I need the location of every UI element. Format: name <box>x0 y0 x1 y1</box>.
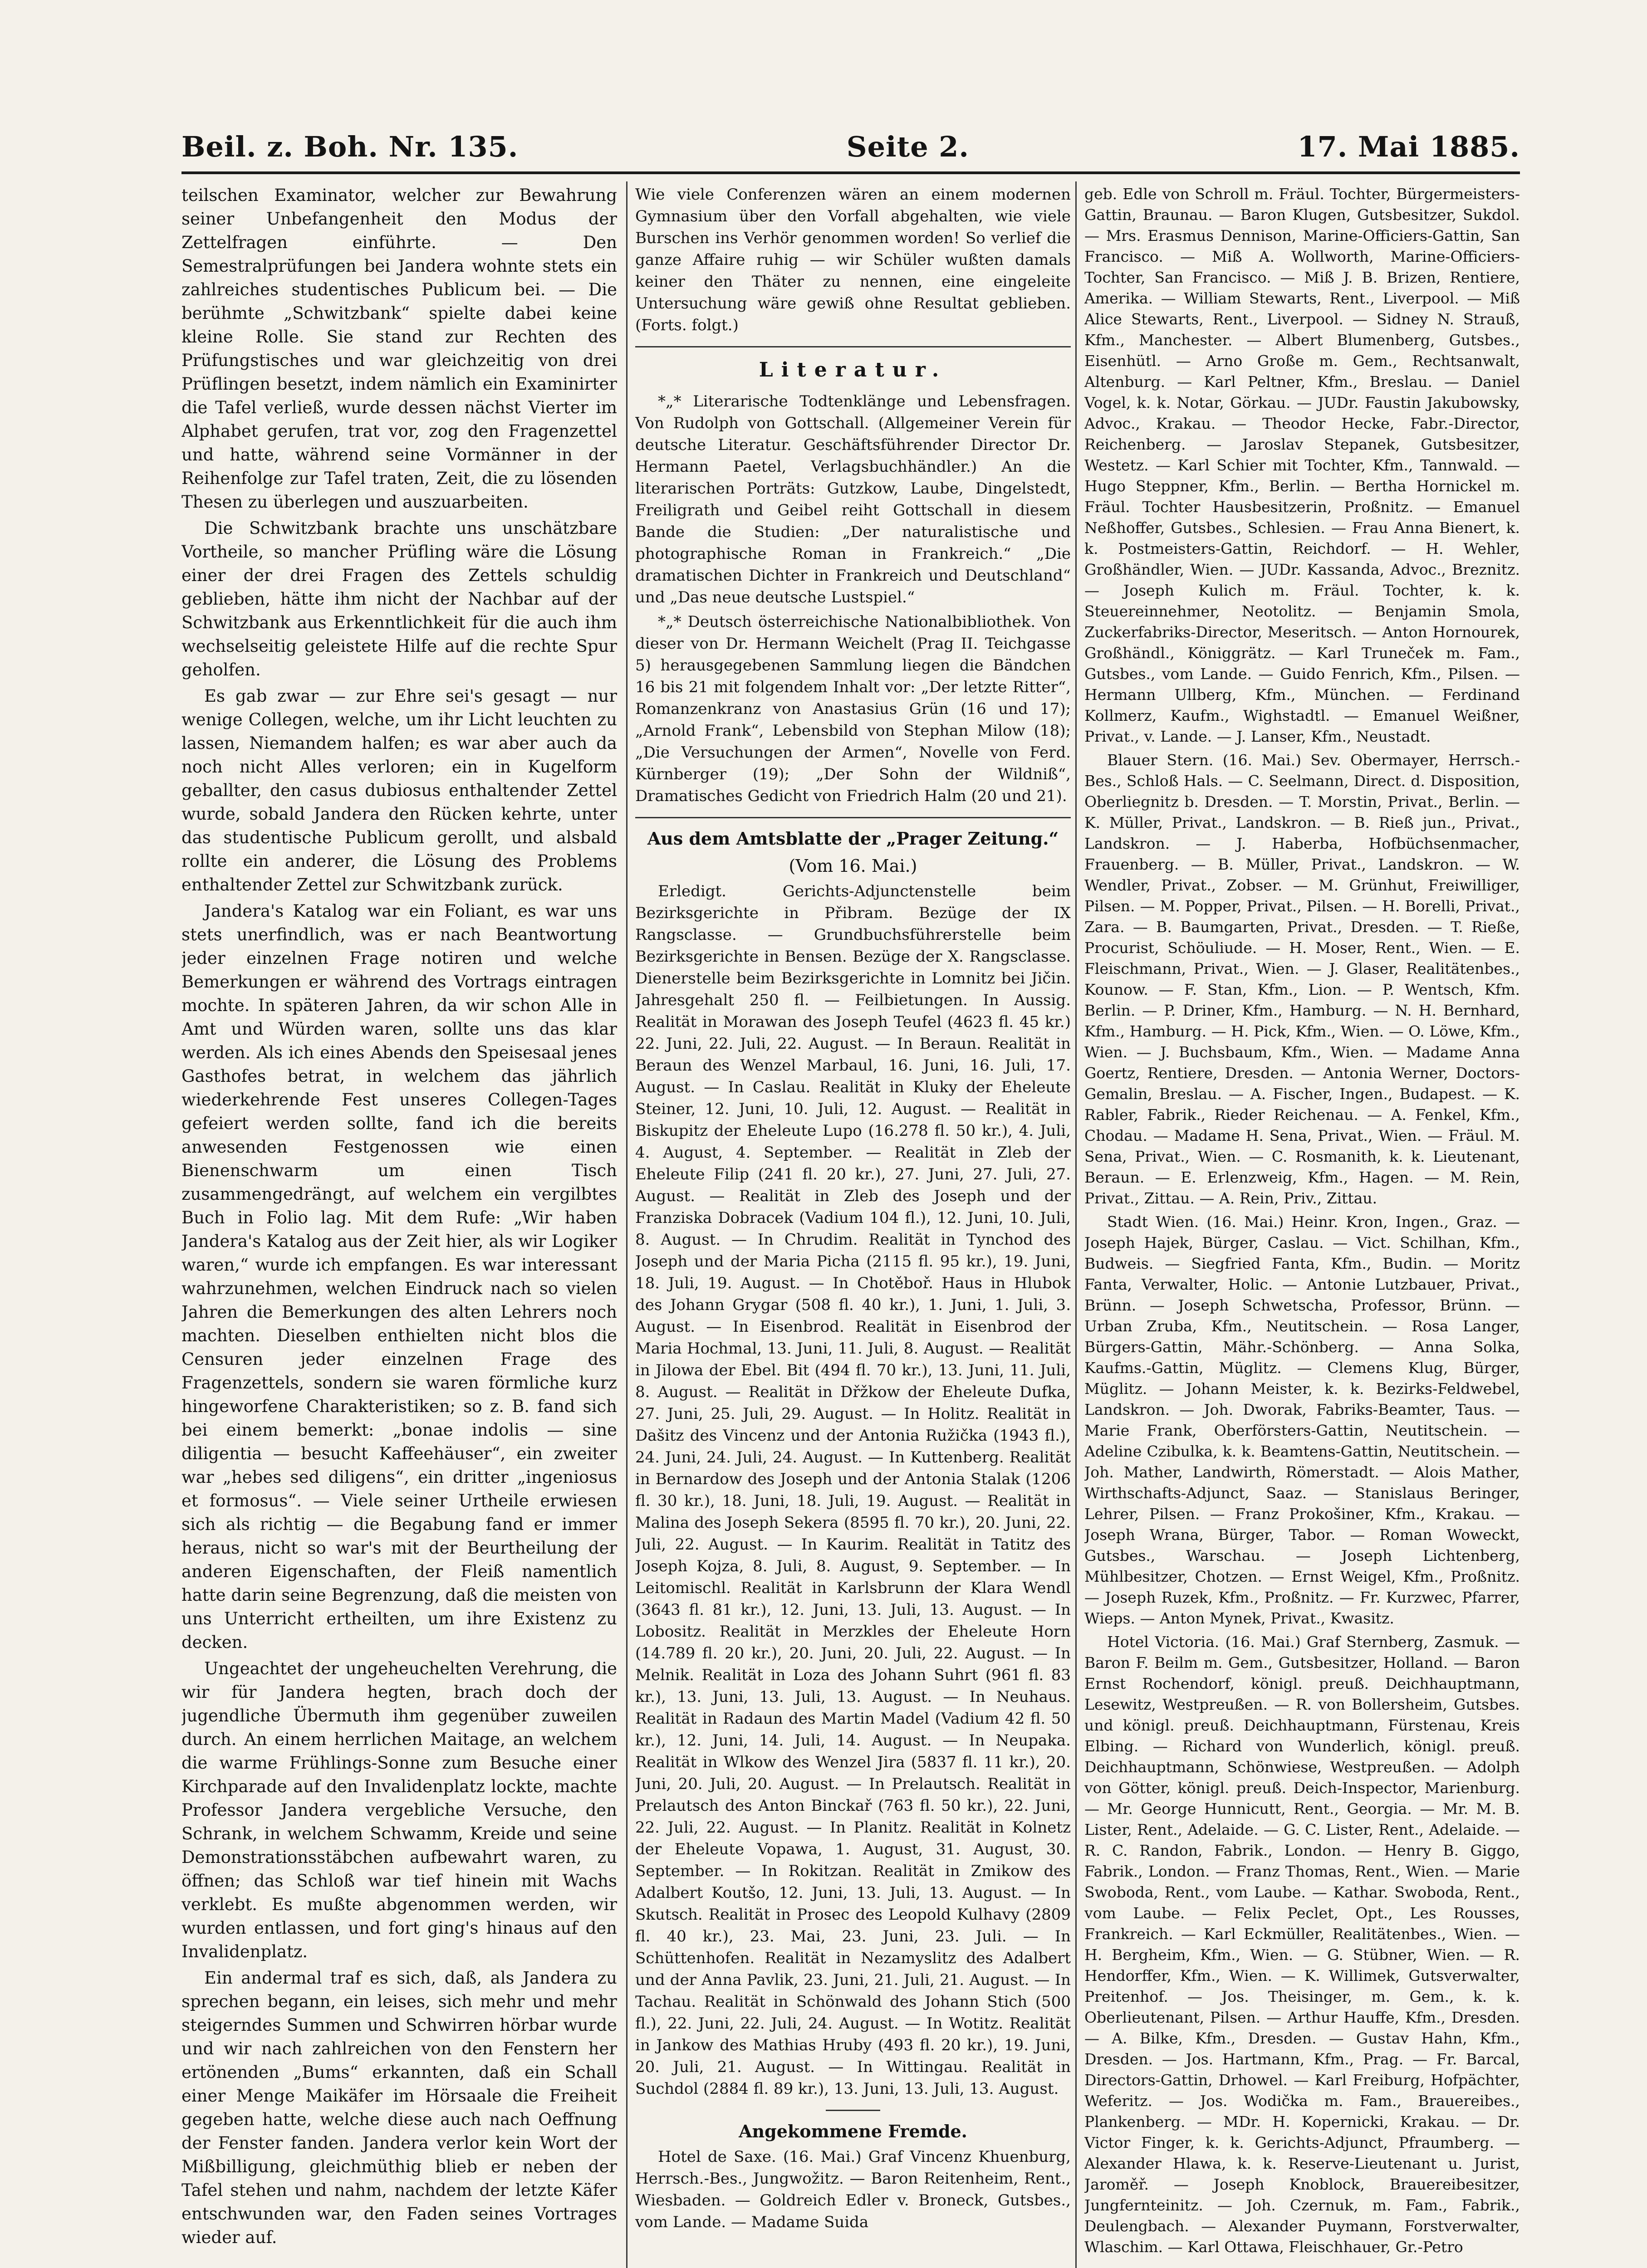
page-number: Seite 2. <box>846 130 969 163</box>
literature-item: *„* Deutsch österreichische Nationalbibliothek. Von dieser von Dr. Hermann Weichelt (Prag II. Teichgasse 5) herausgegebenen Sammlung liegen die Bändchen 16 bis 21 mit folgendem Inhalt vor: „Der letzte Ritter“, Romanzenkranz von Anastasius Grün (16 und 17); „Arnold Frank“, Lebensbild von Stephan Milow (18); „Die Versuchungen der Armen“, Novelle von Ferd. Kürnberger (19); „Der Sohn der Wildniß“, Dramatisches Gedicht von Friedrich Halm (20 und 21). <box>635 613 1071 805</box>
column-feuilleton <box>181 184 617 2268</box>
column-literature <box>635 184 1071 2268</box>
paragraph: Ungeachtet der ungeheuchelten Verehrung, die wir für Jandera hegten, brach doch der jugendliche Übermuth ihm gegenüber zuweilen durch. An einem herrlichen Maitage, an welchem die warme Frühlings-Sonne zum Besuche einer Kirchparade auf den Invalidenplatz lockte, machte Professor Jandera vergebliche Versuche, den Schrank, in welchem Schwamm, Kreide und seine Demonstrationsstäbchen aufbewahrt waren, zu öffnen; das Schloß war tief hinein mit Wachs verklebt. Es mußte abgenommen werden, wir wurden entlassen, und fort ging's hinaus auf den Invalidenplatz. <box>181 1659 617 1961</box>
guest-list: Stadt Wien. (16. Mai.) Heinr. Kron, Ingen., Graz. — Joseph Hajek, Bürger, Caslau. — Vict. Schilhan, Kfm., Budweis. — Siegfried Fanta, Kfm., Budin. — Moritz Fanta, Verwalter, Holic. — Antonie Lutzbauer, Privat., Brünn. — Joseph Schwetscha, Professor, Brünn. — Urban Zruba, Kfm., Neutitschein. — Rosa Langer, Bürgers-Gattin, Mähr.-Schönberg. — Anna Solka, Kaufms.-Gattin, Müglitz. — Clemens Klug, Bürger, Müglitz. — Johann Meister, k. k. Bezirks-Feldwebel, Landskron. — Joh. Dworak, Fabriks-Beamter, Taus. — Marie Frank, Oberförsters-Gattin, Neutitschein. — Adeline Czibulka, k. k. Beamtens-Gattin, Neutitschein. — Joh. Mather, Landwirth, Römerstadt. — Alois Mather, Wirthschafts-Adjunct, Saaz. — Stanislaus Beringer, Lehrer, Pilsen. — Franz Prokošiner, Kfm., Krakau. — Joseph Wrana, Bürger, Tabor. — Roman Woweckt, Gutsbes., Warschau. — Joseph Lichtenberg, Mühlbesitzer, Chotzen. — Ernst Weigel, Kfm., Proßnitz. — Joseph Ruzek, Kfm., Proßnitz. — Fr. Kurzwec, Pfarrer, Wieps. — Anton Mynek, Privat., Kwasitz. <box>1084 1213 1520 1627</box>
column-guests <box>1084 184 1520 2268</box>
header-rule <box>181 171 1520 174</box>
guest-list: Hotel Victoria. (16. Mai.) Graf Sternberg, Zasmuk. — Baron F. Beilm m. Gem., Gutsbesitzer, Holland. — Baron Ernst Rochendorf, königl. preuß. Deichhauptmann, Lesewitz, Westpreußen. — R. von Bollersheim, Gutsbes. und königl. preuß. Deichhauptmann, Fürstenau, Kreis Elbing. — Richard von Wunderlich, königl. preuß. Deichhauptmann, Schönwiese, Westpreußen. — Adolph von Götter, königl. preuß. Deich-Inspector, Marienburg. — Mr. George Hunnicutt, Rent., Georgia. — Mr. M. B. Lister, Rent., Adelaide. — G. C. Lister, Rent., Adelaide. — R. C. Randon, Fabrik., London. — Henry B. Giggo, Fabrik., London. — Franz Thomas, Rent., Wien. — Marie Swoboda, Rent., vom Laube. — Kathar. Swoboda, Rent., vom Laube. — Felix Peclet, Opt., Les Rousses, Frankreich. — Karl Eckmüller, Realitätenbes., Wien. — H. Bergheim, Kfm., Wien. — G. Stübner, Wien. — R. Hendorffer, Kfm., Wien. — K. Willimek, Gutsverwalter, Preitenhof. — Jos. Theisinger, m. Gem., k. k. Oberlieutenant, Pilsen. — Arthur Hauffe, Kfm., Dresden. — A. Bilke, Kfm., Dresden. — Gustav Hahn, Kfm., Dresden. — Jos. Hartmann, Kfm., Prag. — Fr. Barcal, Directors-Gattin, Drhowel. — Karl Freiburg, Hofpächter, Weferitz. — Jos. Wodička m. Fam., Brauereibes., Plankenberg. — MDr. H. Kopernicki, Krakau. — Dr. Victor Finger, k. k. Gerichts-Adjunct, Pfraumberg. — Alexander Hlawa, k. k. Reserve-Lieutenant u. Jurist, Jaroměř. — Joseph Knoblock, Brauereibesitzer, Jungfernteinitz. — Joh. Czernuk, m. Fam., Fabrik., Deulengbach. — Alexander Puymann, Forstverwalter, Wlaschim. — Karl Ottawa, Fleischhauer, Gr.-Petro <box>1084 1633 1520 2256</box>
paragraph: Die Schwitzbank brachte uns unschätzbare Vortheile, so mancher Prüfling wäre die Lösung einer der drei Fragen des Zettels schuldig geblieben, hätte ihm nicht der Nachbar auf der Schwitzbank aus Erkenntlichkeit für die auch ihm wechselseitig geleistete Hilfe auf die rechte Spur geholfen. <box>181 518 617 679</box>
amtsblatt-text: Erledigt. Gerichts-Adjunctenstelle beim Bezirksgerichte in Přibram. Bezüge der IX Rangsclasse. — Grundbuchsführerstelle beim Bezirksgerichte in Bensen. Bezüge der X. Rangsclasse. Dienerstelle beim Bezirksgerichte in Lomnitz bei Jičin. Jahresgehalt 250 fl. — Feilbietungen. In Aussig. Realität in Morawan des Joseph Teufel (4623 fl. 45 kr.) 22. Juni, 22. Juli, 22. August. — In Beraun. Realität in Beraun des Wenzel Marbaul, 16. Juni, 16. Juli, 17. August. — In Caslau. Realität in Kluky der Eheleute Steiner, 12. Juni, 10. Juli, 12. August. — Realität in Biskupitz der Eheleute Lupo (16.278 fl. 50 kr.), 4. Juli, 4. August, 4. September. — Realität in Zleb der Eheleute Filip (241 fl. 20 kr.), 27. Juni, 27. Juli, 27. August. — Realität in Zleb des Joseph und der Franziska Dobracek (Vadium 104 fl.), 12. Juni, 10. Juli, 8. August. — In Chrudim. Realität in Tynchod des Joseph und der Maria Picha (2115 fl. 95 kr.), 19. Juni, 18. Juli, 19. August. — In Chotěboř. Haus in Hlubok des Johann Grygar (508 fl. 40 kr.), 1. Juni, 1. Juli, 3. August. — In Eisenbrod. Realität in Eisenbrod der Maria Hochmal, 13. Juni, 11. Juli, 8. August. — Realität in Jilowa der Ebel. Bit (494 fl. 70 kr.), 13. Juni, 11. Juli, 8. August. — Realität in Dřžkow der Eheleute Dufka, 27. Juni, 25. Juli, 29. August. — In Holitz. Realität in Dašitz des Vincenz und der Antonia Ružička (1943 fl.), 24. Juni, 24. Juli, 24. August. — In Kuttenberg. Realität in Bernardow des Joseph und der Antonia Stalak (1206 fl. 30 kr.), 18. Juni, 18. Juli, 19. August. — Realität in Malina des Joseph Sekera (8595 fl. 70 kr.), 20. Juni, 22. Juli, 22. August. — In Kaurim. Realität in Tatitz des Joseph Kojza, 8. Juli, 8. August, 9. September. — In Leitomischl. Realität in Karlsbrunn der Klara Wendl (3643 fl. 81 kr.), 12. Juni, 13. Juli, 13. August. — In Lobositz. Realität in Merzkles der Eheleute Horn (14.789 fl. 20 kr.), 20. Juni, 20. Juli, 22. August. — In Melnik. Realität in Loza des Johann Suhrt (961 fl. 83 kr.), 13. Juni, 13. Juli, 13. August. — In Neuhaus. Realität in Radaun des Martin Madel (Vadium 42 fl. 50 kr.), 12. Juni, 14. Juli, 14. August. — In Neupaka. Realität in Wlkow des Wenzel Jira (5837 fl. 11 kr.), 20. Juni, 20. Juli, 20. August. — In Prelautsch. Realität in Prelautsch des Anton Binckař (763 fl. 50 kr.), 22. Juni, 22. Juli, 22. August. — In Planitz. Realität in Kolnetz der Eheleute Vopawa, 1. August, 31. August, 30. September. — In Rokitzan. Realität in Zmikow des Adalbert Koutšo, 12. Juni, 13. Juli, 13. August. — In Skutsch. Realität in Prosec des Leopold Kulhavy (2809 fl. 40 kr.), 23. Mai, 23. Juni, 23. Juli. — In Schüttenhofen. Realität in Nezamyslitz des Adalbert und der Anna Pavlik, 23. Juni, 21. Juli, 21. August. — In Tachau. Realität in Schönwald des Johann Stich (500 fl.), 22. Juni, 22. Juli, 24. August. — In Wotitz. Realität in Jankow des Mathias Hruby (493 fl. 20 kr.), 19. Juni, 20. Juli, 21. August. — In Wittingau. Realität in Suchdol (2884 fl. 89 kr.), 13. Juni, 13. Juli, 13. August. <box>635 882 1071 2098</box>
page-header <box>181 122 1520 163</box>
column-rule <box>1075 181 1077 2268</box>
paragraph: teilschen Examinator, welcher zur Bewahrung seiner Unbefangenheit den Modus der Zettelfragen einführte. — Den Semestralprüfungen bei Jandera wohnte stets ein zahlreiches studentisches Publicum bei. — Die berühmte „Schwitzbank“ spielte dabei keine kleine Rolle. Sie stand zur Rechten des Prüfungstisches und war gleichzeitig von drei Prüflingen besetzt, indem nämlich ein Examinirter die Tafel verließ, wurde dessen nächst Vierter im Alphabet gerufen, trat vor, zog den Fragenzettel und hatte, während seine Vormänner in der Reihenfolge zur Tafel traten, Zeit, die zu lösenden Thesen zu überlegen und auszuarbeiten. <box>181 186 617 512</box>
literature-item: *„* Literarische Todtenklänge und Lebensfragen. Von Rudolph von Gottschall. (Allgemeiner Verein für deutsche Literatur. Geschäftsführender Director Dr. Hermann Paetel, Verlagsbuchhändler.) An die literarischen Porträts: Gutzkow, Laube, Dingelstedt, Freiligrath und Geibel reiht Gottschall in diesem Bande die Studien: „Der naturalistische und photographische Roman in Frankreich.“ „Die dramatischen Dichter in Frankreich und Deutschland“ und „Das neue deutsche Lustspiel.“ <box>635 392 1071 606</box>
amtsblatt-heading: Aus dem Amtsblatte der „Prager Zeitung.“ <box>647 828 1059 849</box>
section-rule <box>635 346 1071 347</box>
issue-date: 17. Mai 1885. <box>1297 130 1520 163</box>
column-rule <box>626 181 627 2268</box>
section-rule <box>826 2110 880 2111</box>
paragraph: Es gab zwar — zur Ehre sei's gesagt — nur wenige Collegen, welche, um ihr Licht leuchten zu lassen, Niemandem halfen; es war aber auch da noch nicht Alles verloren; ein in Kugelform geballter, den casus dubiosus enthaltender Zettel wurde, sobald Jandera den Rücken kehrte, unter das studentische Publicum gerollt, und alsbald rollte ein anderer, die Lösung des Problems enthaltender Zettel zur Schwitzbank zurück. <box>181 686 617 894</box>
fremde-heading: Angekommene Fremde. <box>739 2121 967 2141</box>
amtsblatt-date: (Vom 16. Mai.) <box>789 856 917 876</box>
section-rule <box>635 817 1071 818</box>
fremde-text: Hotel de Saxe. (16. Mai.) Graf Vincenz Khuenburg, Herrsch.-Bes., Jungwožitz. — Baron Reitenheim, Rent., Wiesbaden. — Goldreich Edler v. Broneck, Gutsbes., vom Lande. — Madame Suida <box>635 2148 1071 2231</box>
paragraph: Wie viele Conferenzen wären an einem modernen Gymnasium über den Vorfall abgehalten, wie viele Burschen ins Verhör genommen worden! So verlief die ganze Affaire ruhig — wir Schüler wußten damals keiner den Thäter zu nennen, eine eingeleite Untersuchung wäre gewiß ohne Resultat geblieben. (Forts. folgt.) <box>635 186 1071 334</box>
paragraph: Ein andermal traf es sich, daß, als Jandera zu sprechen begann, ein leises, sich mehr und mehr steigerndes Summen und Schwirren hörbar wurde und wir nach zahlreichen von den Fenstern her ertönenden „Bums“ erkannten, daß ein Schall einer Menge Maikäfer im Hörsaale die Freiheit gegeben hatte, welche diese auch nach Oeffnung der Fenster fanden. Jandera verlor kein Wort der Mißbilligung, gleichmüthig blieb er neben der Tafel stehen und nahm, nachdem der letzte Käfer entschwunden war, den Faden seines Vortrages wieder auf. <box>181 1968 617 2247</box>
issue-label: Beil. z. Boh. Nr. 135. <box>181 130 519 163</box>
guest-list: geb. Edle von Schroll m. Fräul. Tochter, Bürgermeisters-Gattin, Braunau. — Baron Klugen, Gutsbesitzer, Sukdol. — Mrs. Erasmus Dennison, Marine-Officiers-Gattin, San Francisco. — Miß A. Wollworth, Marine-Officiers-Tochter, San Francisco. — Miß J. B. Brizen, Rentiere, Amerika. — William Stewarts, Rent., Liverpool. — Miß Alice Stewarts, Rent., Liverpool. — Sidney N. Strauß, Kfm., Manchester. — Albert Blumenberg, Gutsbes., Eisenhütl. — Arno Große m. Gem., Rechtsanwalt, Altenburg. — Karl Peltner, Kfm., Breslau. — Daniel Vogel, k. k. Notar, Görkau. — JUDr. Faustin Jakubowsky, Advoc., Krakau. — Theodor Hecke, Fabr.-Director, Reichenberg. — Jaroslav Stepanek, Gutsbesitzer, Westetz. — Karl Schier mit Tochter, Kfm., Tannwald. — Hugo Steppner, Kfm., Berlin. — Bertha Hornickel m. Fräul. Tochter Hausbesitzerin, Proßnitz. — Emanuel Neßhoffer, Gutsbes., Schlesien. — Frau Anna Bienert, k. k. Postmeisters-Gattin, Reichdorf. — H. Wehler, Großhändler, Wien. — JUDr. Kassanda, Advoc., Breznitz. — Joseph Kulich m. Fräul. Tochter, k. k. Steuereinnehmer, Neotolitz. — Benjamin Smola, Zuckerfabriks-Director, Meseritsch. — Anton Hornourek, Großhändl., Königgrätz. — Karl Truneček m. Fam., Gutsbes., vom Lande. — Guido Fenrich, Kfm., Pilsen. — Hermann Ullberg, Kfm., München. — Ferdinand Kollmerz, Kaufm., Wighstadtl. — Emanuel Weißner, Privat., v. Lande. — J. Lanser, Kfm., Neustadt. <box>1084 185 1520 745</box>
paragraph: Jandera's Katalog war ein Foliant, es war uns stets unerfindlich, was er nach Beantwortung jeder einzelnen Frage notiren und welche Bemerkungen er während des Vortrags eintragen mochte. In späteren Jahren, da wir schon Alle in Amt und Würden waren, sollte uns das klar werden. Als ich eines Abends den Speisesaal jenes Gasthofes betrat, in welchem das jährlich wiederkehrende Fest unseres Collegen-Tages gefeiert werden sollte, fand ich die bereits anwesenden Festgenossen wie einen Bienenschwarm um einen Tisch zusammengedrängt, auf welchem ein vergilbtes Buch in Folio lag. Mit dem Rufe: „Wir haben Jandera's Katalog aus der Zeit hier, als wir Logiker waren,“ wurde ich empfangen. Es war interessant wahrzunehmen, welchen Eindruck nach so vielen Jahren die Bemerkungen des alten Lehrers noch machten. Dieselben enthielten nicht blos die Censuren jeder einzelnen Frage des Fragenzettels, sondern sie waren förmliche kurz hingeworfene Charakteristiken; so z. B. fand sich bei einem bemerkt: „bonae indolis — sine diligentia — besucht Kaffeehäuser“, ein zweiter war „hebes sed diligens“, ein dritter „ingeniosus et formosus“. — Viele seiner Urtheile erwiesen sich als richtig — die Begabung fand er immer heraus, nicht so war's mit der Beurtheilung der anderen Eigenschaften, der Fleiß namentlich hatte darin seine Begrenzung, daß die meisten von uns Unterricht ertheilten, um ihre Existenz zu decken. <box>181 901 617 1652</box>
guest-list: Blauer Stern. (16. Mai.) Sev. Obermayer, Herrsch.-Bes., Schloß Hals. — C. Seelmann, Direct. d. Disposition, Oberliegnitz b. Dresden. — T. Morstin, Privat., Berlin. — K. Müller, Privat., Landskron. — B. Rieß jun., Privat., Landskron. — J. Haberba, Hofbüchsenmacher, Frauenberg. — B. Müller, Privat., Landskron. — W. Wendler, Privat., Zobser. — M. Grünhut, Freiwilliger, Pilsen. — M. Popper, Privat., Pilsen. — H. Borelli, Privat., Zara. — B. Baumgarten, Privat., Dresden. — T. Rieße, Procurist, Schöuliude. — H. Moser, Rent., Wien. — E. Fleischmann, Privat., Wien. — J. Glaser, Realitätenbes., Kounow. — F. Stan, Kfm., Lion. — P. Wentsch, Kfm. Berlin. — P. Driner, Kfm., Hamburg. — N. H. Bernhard, Kfm., Hamburg. — H. Pick, Kfm., Wien. — O. Löwe, Kfm., Wien. — J. Buchsbaum, Kfm., Wien. — Madame Anna Goertz, Rentiere, Dresden. — Antonia Werner, Doctors-Gemalin, Breslau. — A. Fischer, Ingen., Budapest. — K. Rabler, Fabrik., Rieder Reichenau. — A. Fenkel, Kfm., Chodau. — Madame H. Sena, Privat., Wien. — Fräul. M. Sena, Privat., Wien. — C. Rosmanith, k. k. Lieutenant, Beraun. — E. Erlenzweig, Kfm., Hagen. — M. Rein, Privat., Zittau. — A. Rein, Priv., Zittau. <box>1084 751 1520 1207</box>
literature-heading: Literatur. <box>759 358 947 381</box>
